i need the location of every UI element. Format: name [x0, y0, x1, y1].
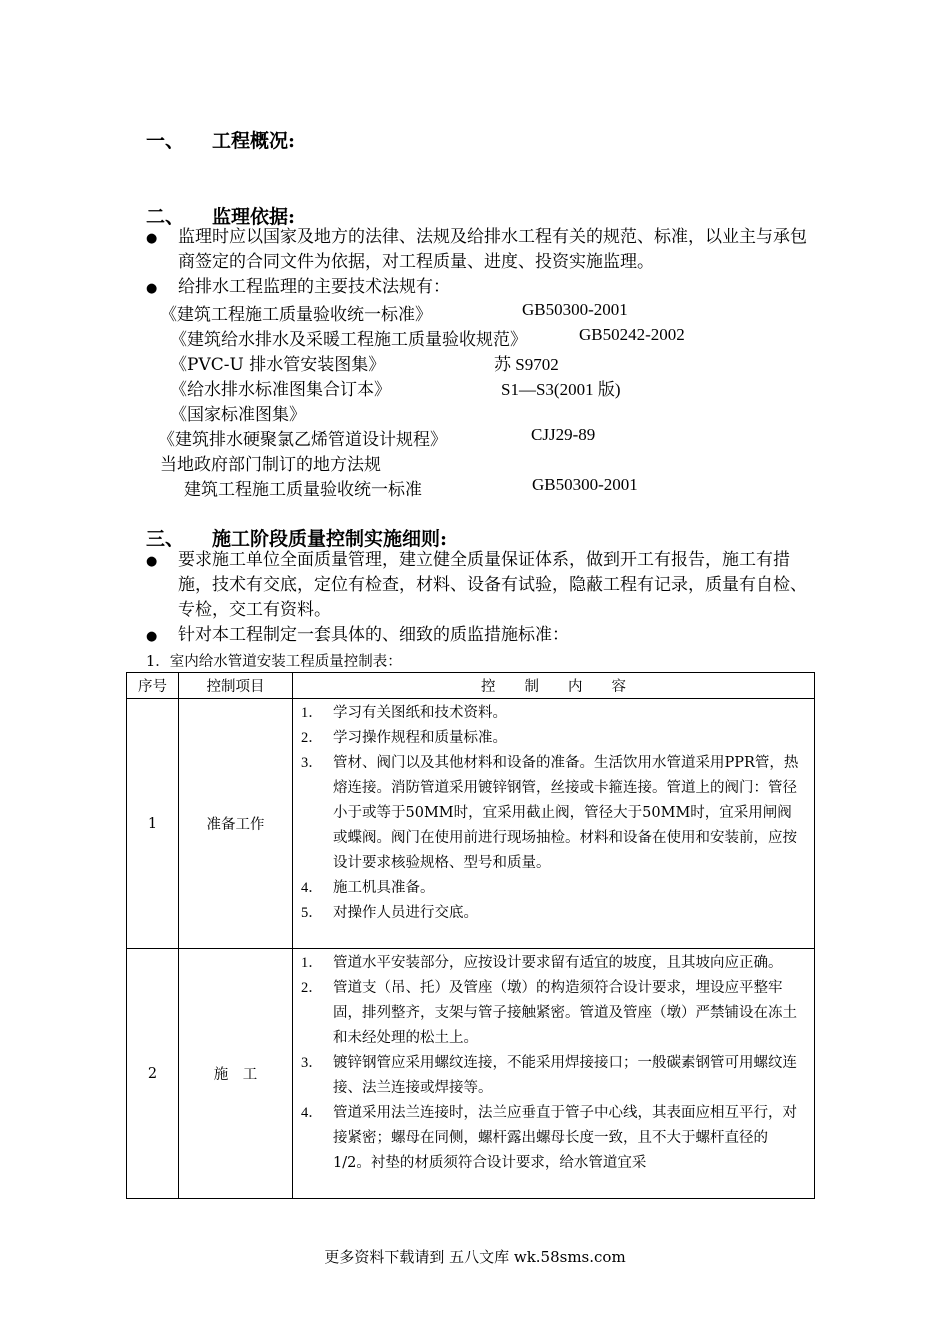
- list-item: [299, 951, 804, 976]
- row-item: 施 工: [179, 949, 293, 1199]
- section-3-title: 施工阶段质量控制实施细则:: [212, 528, 448, 550]
- basis-paragraph-2: 给排水工程监理的主要技术法规有：: [178, 277, 450, 297]
- standard-name: 《国家标准图集》: [170, 405, 306, 425]
- item-number: 5．: [301, 905, 323, 921]
- section-2-number: 二、: [146, 206, 185, 228]
- quality-control-table: [126, 672, 815, 1199]
- list-item: [299, 726, 804, 751]
- quality-paragraph-1: 要求施工单位全面质量管理，建立健全质量保证体系，做到开工有报告，施工有措施，技术有交底，定位有检查，材料、设备有试验，隐蔽工程有记录，质量有自检、专检，交工有资料。: [178, 550, 807, 620]
- standard-code: GB50300-2001: [532, 475, 638, 494]
- standard-name: 建筑工程施工质量验收统一标准: [184, 480, 422, 500]
- item-text: 对操作人员进行交底。: [333, 905, 478, 921]
- row-number: 1: [127, 699, 179, 949]
- list-item: [299, 876, 804, 901]
- item-text: 管道支（吊、托）及管座（墩）的构造须符合设计要求，埋设应平整牢固，排列整齐，支架与管子接触紧密。管道及管座（墩）严禁铺设在冻土和未经处理的松土上。: [333, 980, 797, 1046]
- list-item: [299, 751, 804, 876]
- standard-name: 《给水排水标准图集合订本》: [170, 380, 391, 400]
- header-item: 控制项目: [179, 673, 293, 699]
- item-text: 学习操作规程和质量标准。: [333, 730, 507, 746]
- row-contents: [293, 949, 815, 1199]
- item-number: 4．: [301, 1105, 323, 1121]
- list-item: [299, 1101, 804, 1176]
- item-number: 2．: [301, 730, 323, 746]
- list-item: [299, 701, 804, 726]
- bullet-icon: ●: [146, 281, 158, 296]
- item-text: 施工机具准备。: [333, 880, 435, 896]
- standard-code: 苏 S9702: [494, 355, 559, 374]
- item-number: 3．: [301, 755, 323, 771]
- section-1-number: 一、: [146, 130, 185, 152]
- bullet-icon: ●: [146, 554, 158, 569]
- item-number: 2．: [301, 980, 323, 996]
- standard-code: GB50242-2002: [579, 325, 685, 344]
- item-number: 4．: [301, 880, 323, 896]
- standard-code: S1—S3(2001 版): [501, 380, 621, 399]
- quality-paragraph-2: 针对本工程制定一套具体的、细致的质监措施标准：: [178, 625, 569, 645]
- table-row: [127, 699, 815, 949]
- section-3-number: 三、: [146, 528, 185, 550]
- header-no: 序号: [127, 673, 179, 699]
- standard-code: GB50300-2001: [522, 300, 628, 319]
- list-item: [299, 901, 804, 926]
- item-number: 1．: [301, 955, 323, 971]
- section-1-title: 工程概况:: [212, 130, 296, 152]
- table-header-row: [127, 673, 815, 699]
- item-text: 管道采用法兰连接时，法兰应垂直于管子中心线，其表面应相互平行，对接紧密；螺母在同侧，螺杆露出螺母长度一致，且不大于螺杆直径的1/2。衬垫的材质须符合设计要求，给水管道宜采: [333, 1105, 797, 1171]
- row-contents: [293, 699, 815, 949]
- item-text: 管道水平安装部分，应按设计要求留有适宜的坡度，且其坡向应正确。: [333, 955, 783, 971]
- standard-name: 《建筑给水排水及采暖工程施工质量验收规范》: [170, 330, 527, 350]
- item-text: 管材、阀门以及其他材料和设备的准备。生活饮用水管道采用PPR管，热熔连接。消防管道采用镀锌钢管，丝接或卡箍连接。管道上的阀门：管径小于或等于50MM时，宜采用截止阀，管径大于50MM时，宜采用闸阀或蝶阀。阀门在使用前进行现场抽检。材料和设备在使用和安装前，应按设计要求核验规格、型号和质量。: [333, 755, 799, 871]
- footer-text: 更多资料下载请到 五八文库 wk.58sms.com: [324, 1248, 626, 1266]
- header-content: 控 制 内 容: [293, 673, 815, 699]
- item-text: 镀锌钢管应采用螺纹连接，不能采用焊接接口；一般碳素钢管可用螺纹连接、法兰连接或焊接等。: [333, 1055, 797, 1096]
- basis-paragraph-1: 监理时应以国家及地方的法律、法规及给排水工程有关的规范、标准，以业主与承包商签定的合同文件为依据，对工程质量、进度、投资实施监理。: [178, 227, 807, 272]
- list-item: [299, 1051, 804, 1101]
- row-number: 2: [127, 949, 179, 1199]
- item-text: 学习有关图纸和技术资料。: [333, 705, 507, 721]
- table-row: [127, 949, 815, 1199]
- standard-name: 当地政府部门制订的地方法规: [160, 455, 381, 475]
- list-item: [299, 976, 804, 1051]
- row-item: 准备工作: [179, 699, 293, 949]
- standard-name: 《PVC-U 排水管安装图集》: [170, 355, 386, 375]
- bullet-icon: ●: [146, 629, 158, 644]
- table-caption: 1．室内给水管道安装工程质量控制表：: [146, 654, 402, 670]
- item-number: 3．: [301, 1055, 323, 1071]
- section-2-title: 监理依据:: [212, 206, 296, 228]
- standard-name: 《建筑排水硬聚氯乙烯管道设计规程》: [158, 430, 447, 450]
- item-number: 1．: [301, 705, 323, 721]
- standard-code: CJJ29-89: [531, 425, 596, 444]
- bullet-icon: ●: [146, 231, 158, 246]
- standard-name: 《建筑工程施工质量验收统一标准》: [160, 305, 432, 325]
